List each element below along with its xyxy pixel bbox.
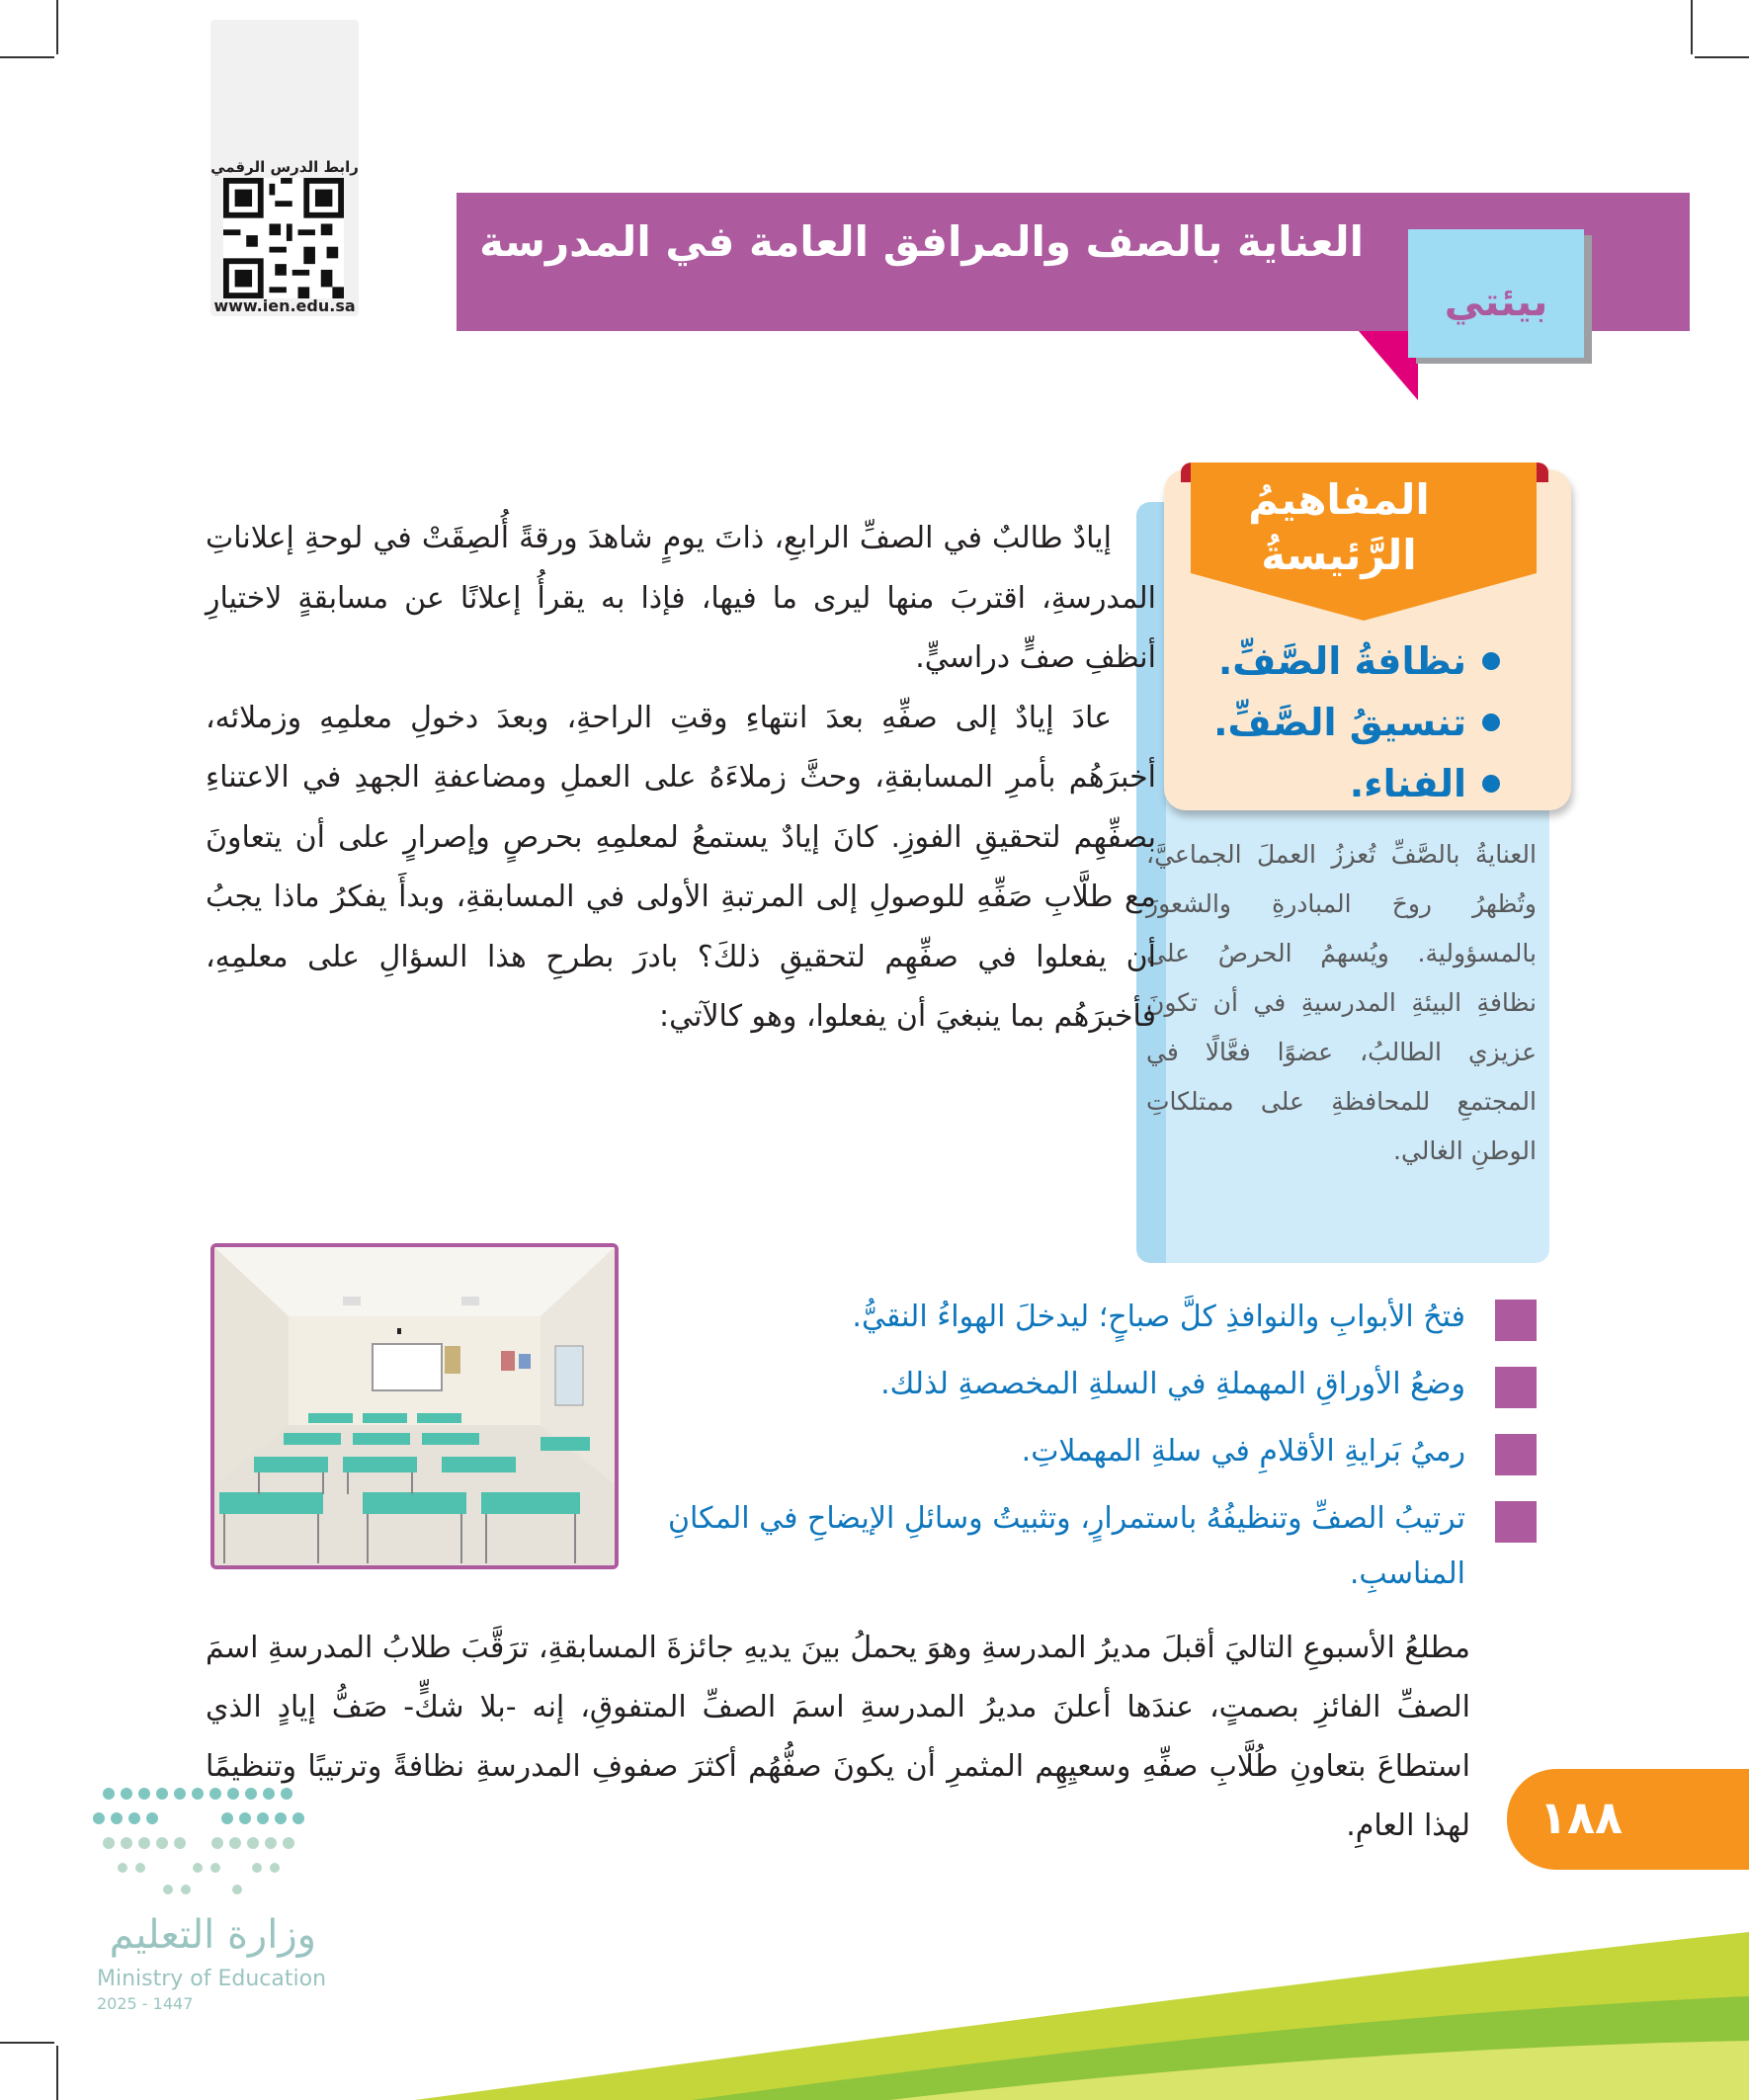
- list-item: رميُ بَرايةِ الأقلامِ في سلةِ المهملاتِ.: [667, 1424, 1537, 1479]
- ministry-year: 2025 - 1447: [97, 1994, 194, 2013]
- ministry-name-en: Ministry of Education: [97, 1967, 327, 1991]
- concept-item: تنسيقُ الصَّفِّ.: [1164, 692, 1500, 753]
- story-text: [206, 509, 1156, 1048]
- square-bullet-icon: [1495, 1501, 1537, 1543]
- unit-tab-label: بيئتي: [1444, 280, 1548, 325]
- crop-mark: [0, 56, 54, 58]
- classroom-photo: [210, 1243, 619, 1569]
- bullet-dot-icon: [1482, 775, 1500, 793]
- crop-mark: [56, 0, 58, 54]
- concept-item: الفناء.: [1164, 753, 1500, 814]
- page-title: العناية بالصف والمرافق العامة في المدرسة: [479, 217, 1364, 266]
- story-paragraph: عادَ إيادٌ إلى صفِّهِ بعدَ انتهاءِ وقتِ الراحةِ، وبعدَ دخولِ معلمِهِ وزملائه، أخبرَهُم بأمرِ المسابقةِ، وحثَّ زملاءَهُ على العملِ ومضاعفةِ الجهدِ في الاعتناءِ بصفِّهِم لتحقيقِ الفوزِ. كانَ إيادٌ يستمعُ لمعلمِهِ بحرصٍ وإصرارٍ على أن يتعاونَ مع طلَّابِ صَفِّهِ للوصولِ إلى المرتبةِ الأولى في المسابقةِ، وبدأَ يفكرُ ماذا يجبُ أن يفعلوا في صفِّهِم لتحقيقِ ذلكَ؟ بادرَ بطرحِ هذا السؤالِ على معلمِهِ، فأخبرَهُم بما ينبغيَ أن يفعلوا، وهو كالآتي:: [206, 700, 1156, 1034]
- concept-item: نظافةُ الصَّفِّ.: [1164, 630, 1500, 692]
- list-item: ترتيبُ الصفِّ وتنظيفُهُ باستمرارٍ، وتثبيتُ وسائلِ الإيضاحِ في المكانِ المناسبِ.: [667, 1491, 1537, 1602]
- list-item: فتحُ الأبوابِ والنوافذِ كلَّ صباحٍ؛ ليدخلَ الهواءُ النقيُّ.: [667, 1290, 1537, 1345]
- square-bullet-icon: [1495, 1367, 1537, 1408]
- qr-label: رابط الدرس الرقمي: [210, 158, 359, 176]
- story-paragraph: إيادٌ طالبٌ في الصفِّ الرابعِ، ذاتَ يومٍ شاهدَ ورقةً أُلصِقَتْ في لوحةِ إعلاناتِ المدرسةِ، اقتربَ منها ليرى ما فيها، فإذا به يقرأُ إعلانًا عن مسابقةٍ لاختيارِ أنظفِ صفٍّ دراسيٍّ.: [206, 521, 1156, 675]
- closing-paragraph: مطلعُ الأسبوعِ التاليَ أقبلَ مديرُ المدرسةِ وهوَ يحملُ بينَ يديهِ جائزةَ المسابقةِ، ترَقَّبَ طلابُ المدرسةِ اسمَ الصفِّ الفائزِ بصمتٍ، عندَها أعلنَ مديرُ المدرسةِ اسمَ الصفِّ المتفوقِ، إنه -بلا شكٍّ- صَفُّ إيادٍ الذي استطاعَ بتعاونِ طُلَّابِ صفِّهِ وسعيِهِم المثمرِ أن يكونَ صفُّهُم أكثرَ صفوفِ المدرسةِ نظافةً وترتيبًا وتنظيمًا لهذا العامِ.: [206, 1631, 1470, 1843]
- bullet-dot-icon: [1482, 714, 1500, 731]
- qr-code[interactable]: [223, 178, 344, 298]
- square-bullet-icon: [1495, 1300, 1537, 1341]
- concepts-list: [1164, 630, 1500, 814]
- tips-list: [667, 1290, 1537, 1614]
- qr-url[interactable]: www.ien.edu.sa: [213, 296, 356, 315]
- crop-mark: [1695, 56, 1749, 58]
- bullet-dot-icon: [1482, 652, 1500, 670]
- concepts-note: العنايةُ بالصَّفِّ تُعززُ العملَ الجماعيَّ، وتُظهرُ روحَ المبادرةِ والشعورَ بالمسؤولية. ويُسهمُ الحرصُ على نظافةِ البيئةِ المدرسيةِ في أن تكونَ عزيزي الطالبُ، عضوًا فعَّالًا في المجتمعِ للمحافظةِ على ممتلكاتِ الوطنِ الغالي.: [1146, 840, 1537, 1165]
- page-number: ١٨٨: [1539, 1791, 1624, 1844]
- ministry-name-ar: وزارة التعليم: [109, 1912, 316, 1958]
- square-bullet-icon: [1495, 1434, 1537, 1475]
- crop-mark: [1691, 0, 1693, 54]
- concepts-title: المفاهيمُ الرَّئيسةُ: [1248, 475, 1430, 579]
- list-item: وضعُ الأوراقِ المهملةِ في السلةِ المخصصةِ لذلك.: [667, 1357, 1537, 1412]
- ministry-logo-icon: [79, 1779, 316, 1902]
